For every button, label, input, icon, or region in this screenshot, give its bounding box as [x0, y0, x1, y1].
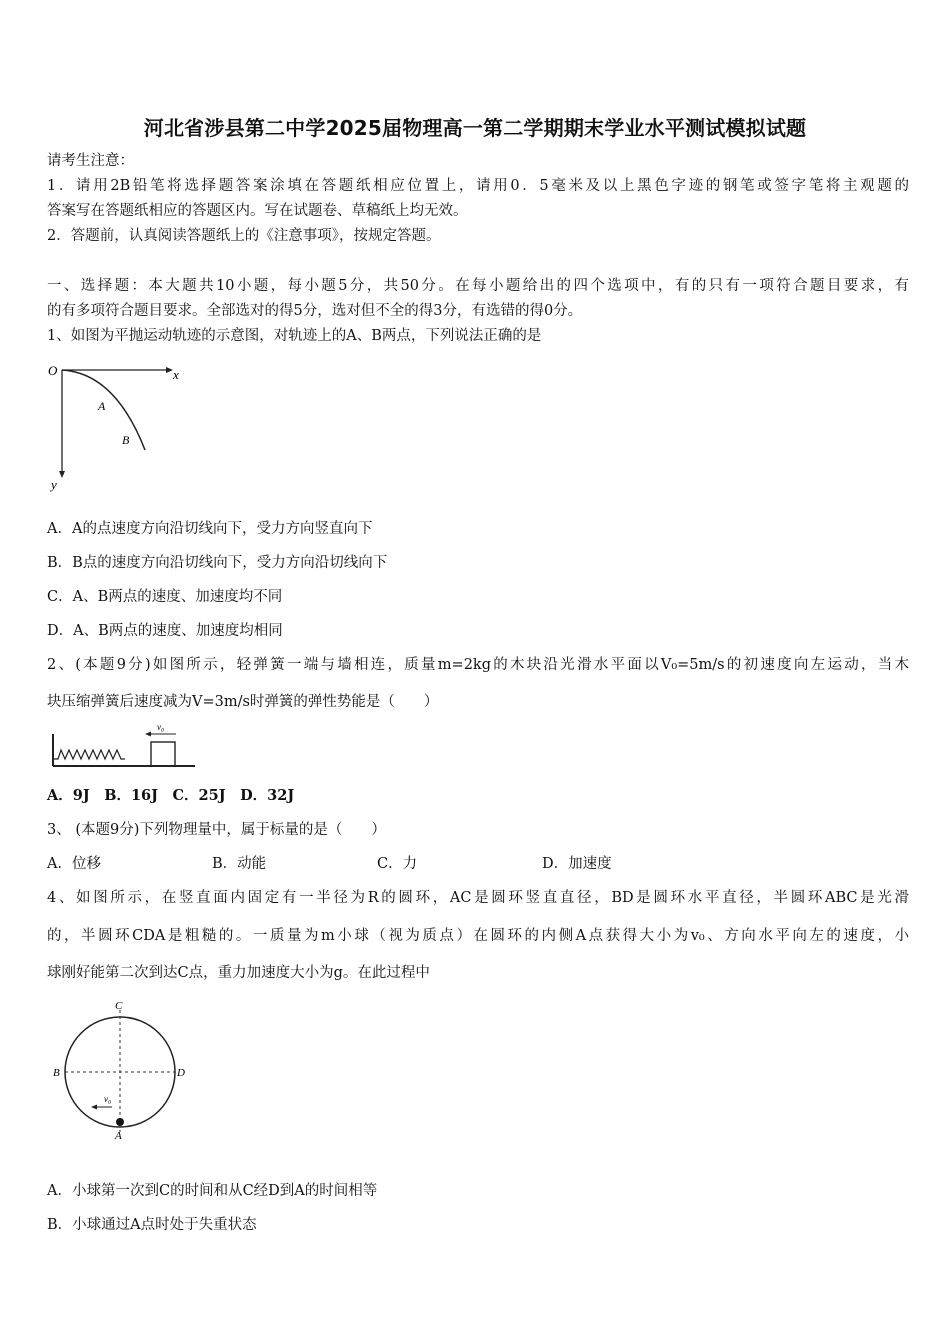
notice-heading: 请考生注意：	[47, 153, 134, 169]
q1-label-x: x	[173, 367, 179, 382]
q1-projectile-figure	[45, 355, 195, 495]
q1-option-c: C．A、B两点的速度、加速度均不同	[47, 589, 283, 605]
q4-label-b: B	[53, 1067, 60, 1079]
notice-item-1a: 1．请用2B铅笔将选择题答案涂填在答题纸相应位置上，请用0．5毫米及以上黑色字迹的钢笔或签字笔将主观题的	[47, 178, 909, 194]
q4-label-d: D	[177, 1067, 185, 1079]
q2-spring	[53, 750, 125, 759]
notice-item-2: 2．答题前，认真阅读答题纸上的《注意事项》，按规定答题。	[47, 228, 441, 244]
q1-option-d: D．A、B两点的速度、加速度均相同	[47, 623, 283, 639]
q1-label-y: y	[51, 477, 57, 492]
q4-label-c: C	[115, 1000, 123, 1012]
q1-label-origin: O	[48, 363, 58, 378]
q1-stem: 1、如图为平抛运动轨迹的示意图，对轨迹上的A、B两点，下列说法正确的是	[47, 328, 542, 344]
q1-option-a: A．A的点速度方向沿切线向下，受力方向竖直向下	[47, 521, 373, 537]
q4-stem-a: 4、如图所示，在竖直面内固定有一半径为R的圆环，AC是圆环竖直直径，BD是圆环水平直径，半圆环ABC是光滑	[47, 890, 909, 906]
q1-x-arrow	[166, 367, 173, 373]
page-title: 河北省涉县第二中学2025届物理高一第二学期期末学业水平测试模拟试题	[143, 116, 807, 140]
q1-option-b: B．B点的速度方向沿切线向下，受力方向沿切线向下	[47, 555, 388, 571]
q4-option-a: A．小球第一次到C的时间和从C经D到A的时间相等	[47, 1183, 378, 1199]
q1-label-b: B	[122, 433, 130, 447]
section-heading-b: 的有多项符合题目要求。全部选对的得5分，选对但不全的得3分，有选错的得0分。	[47, 303, 583, 319]
q3-option-b: B．动能	[212, 856, 267, 872]
q3-option-a: A．位移	[47, 856, 101, 872]
q2-block	[151, 742, 175, 766]
q1-label-a: A	[98, 399, 106, 413]
q3-stem: 3、 (本题9分)下列物理量中，属于标量的是（ ）	[47, 822, 386, 838]
q4-label-a: A	[115, 1130, 122, 1142]
q2-velocity-arrowhead	[145, 732, 151, 737]
q4-ball	[116, 1118, 124, 1126]
q2-options: A．9J B．16J C．25J D．32J	[47, 787, 295, 804]
q2-stem-a: 2、(本题9分)如图所示，轻弹簧一端与墙相连，质量m=2kg的木块沿光滑水平面以V₀=5m/s的初速度向左运动，当木	[47, 657, 909, 673]
q1-y-arrow	[59, 471, 65, 478]
q4-stem-c: 球刚好能第二次到达C点，重力加速度大小为g。在此过程中	[47, 965, 430, 981]
q2-stem-b: 块压缩弹簧后速度减为V=3m/s时弹簧的弹性势能是（ ）	[47, 694, 439, 710]
q2-spring-figure	[48, 722, 198, 772]
q4-stem-b: 的，半圆环CDA是粗糙的。一质量为m小球（视为质点）在圆环的内侧A点获得大小为v₀、方向水平向左的速度，小	[47, 928, 909, 944]
q4-label-v0: v₀	[104, 1094, 112, 1104]
notice-item-1b: 答案写在答题纸相应的答题区内。写在试题卷、草稿纸上均无效。	[47, 203, 468, 219]
q2-label-v0: v₀	[157, 722, 165, 732]
q4-ring-figure	[48, 996, 198, 1146]
section-heading-a: 一、选择题：本大题共10小题，每小题5分，共50分。在每小题给出的四个选项中，有的只有一项符合题目要求，有	[47, 278, 909, 294]
q3-option-d: D．加速度	[542, 856, 612, 872]
q4-velocity-arrowhead	[91, 1105, 97, 1110]
q3-option-c: C．力	[377, 856, 418, 872]
q4-option-b: B．小球通过A点时处于失重状态	[47, 1217, 257, 1233]
